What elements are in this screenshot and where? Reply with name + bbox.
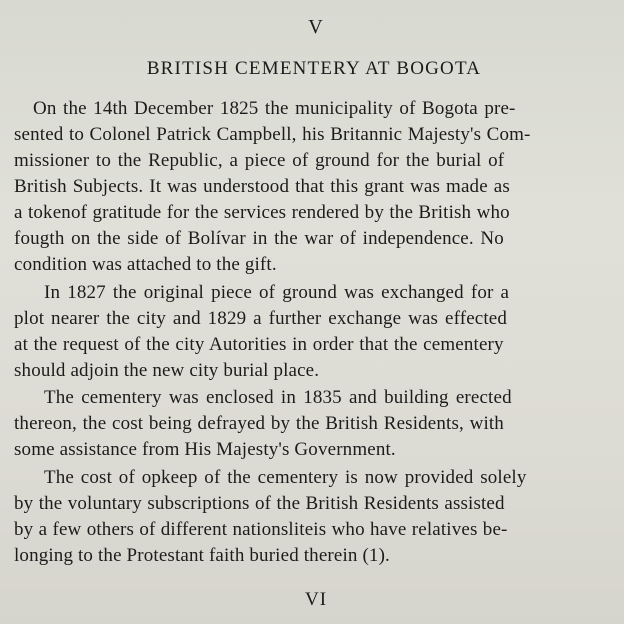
text-line: On the 14th December 1825 the municipality of Bogota pre- <box>33 98 516 119</box>
text-line: by a few others of different nationsliteis who have relatives be- <box>14 519 508 540</box>
text-line: fougth on the side of Bolívar in the war of independence. No <box>14 228 504 249</box>
text-line: by the voluntary subscriptions of the British Residents assisted <box>14 493 505 514</box>
text-line: In 1827 the original piece of ground was exchanged for a <box>44 282 510 303</box>
text-line: The cementery was enclosed in 1835 and building erected <box>44 387 512 408</box>
text-line: sented to Colonel Patrick Campbell, his Britannic Majesty's Com- <box>14 124 531 145</box>
section-title: BRITISH CEMENTERY AT BOGOTA <box>146 58 482 79</box>
text-line: condition was attached to the gift. <box>14 254 277 275</box>
section-number: V <box>308 16 324 38</box>
text-line: at the request of the city Autorities in order that the cementery <box>14 334 504 355</box>
text-line: The cost of opkeep of the cementery is now provided solely <box>44 467 527 488</box>
text-line: plot nearer the city and 1829 a further exchange was effected <box>14 308 508 329</box>
text-line: thereon, the cost being defrayed by the British Residents, with <box>14 413 504 434</box>
next-section-number: VI <box>304 589 328 610</box>
text-line: missioner to the Republic, a piece of ground for the burial of <box>14 150 505 171</box>
text-line: should adjoin the new city burial place. <box>14 360 320 381</box>
text-line: some assistance from His Majesty's Government. <box>14 439 396 460</box>
text-line: a tokenof gratitude for the services rendered by the British who <box>14 202 510 223</box>
text-line: longing to the Protestant faith buried therein (1). <box>14 545 390 566</box>
text-line: British Subjects. It was understood that this grant was made as <box>14 176 510 197</box>
